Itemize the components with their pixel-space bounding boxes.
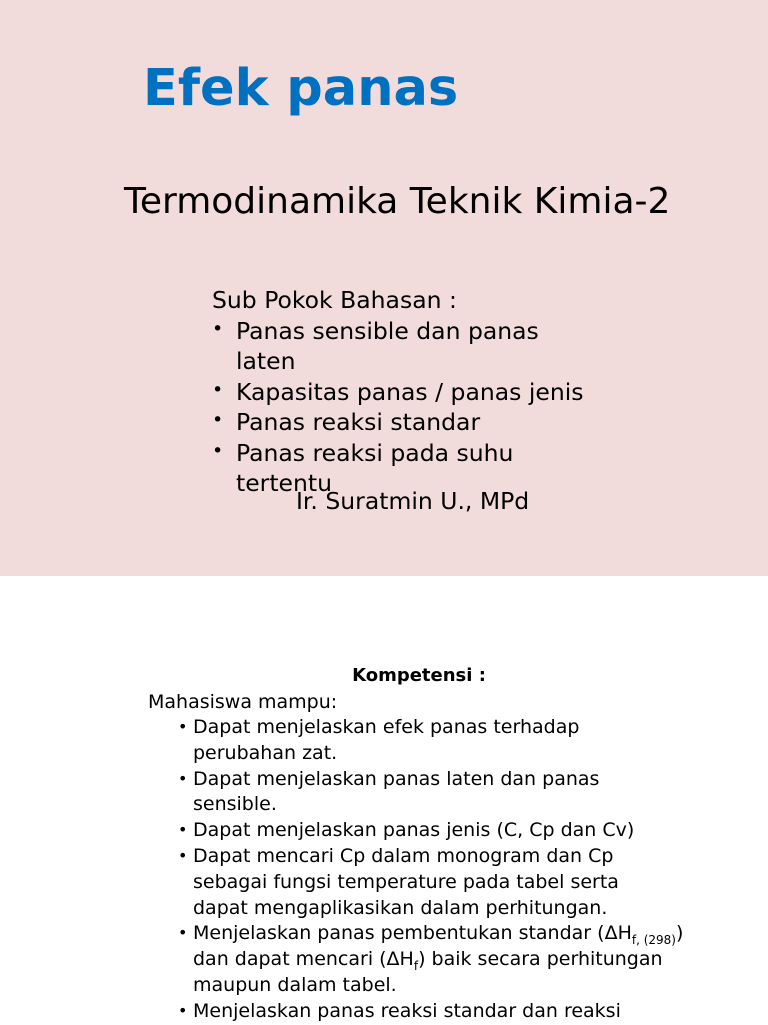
competency-text: Menjelaskan panas reaksi standar dan reaksi [193, 999, 621, 1022]
bullet-icon: • [212, 378, 224, 401]
competency-list [178, 715, 718, 1025]
list-item [178, 715, 633, 767]
competency-text: Dapat mencari Cp dalam monogram dan Cp sebagai fungsi temperature pada tabel serta dapat mengaplikasikan dalam perhitungan. [193, 844, 619, 919]
competency-text: Dapat menjelaskan panas jenis (C, Cp dan Cv) [193, 819, 635, 842]
subscript-f298: f, (298) [631, 933, 676, 948]
bullet-icon: • [178, 845, 188, 865]
bullet-icon: • [178, 820, 188, 840]
list-item [212, 407, 632, 438]
sub-topics-list [212, 316, 632, 499]
topic-text: Panas sensible dan panas laten [236, 316, 539, 375]
author-name: Ir. Suratmin U., MPd [296, 487, 530, 515]
list-item [212, 377, 632, 408]
sub-topics-heading: Sub Pokok Bahasan : [212, 286, 457, 314]
bullet-icon: • [212, 317, 224, 340]
list-item [178, 844, 673, 921]
bullet-icon: • [178, 923, 188, 943]
bullet-icon: • [178, 1000, 188, 1020]
subscript-f: f [413, 958, 419, 973]
competency-intro: Mahasiswa mampu: [148, 691, 338, 713]
list-item [212, 316, 576, 377]
competency-heading: Kompetensi : [352, 665, 486, 686]
bullet-icon: • [212, 439, 224, 462]
list-item [178, 921, 688, 998]
bullet-icon: • [212, 409, 224, 431]
slide-title: Efek panas [143, 59, 459, 118]
competency-text-mid: ) dan dapat mencari (ΔH [193, 922, 684, 971]
bullet-icon: • [178, 768, 188, 788]
sub-topics-box [212, 285, 632, 499]
topic-text: Kapasitas panas / panas jenis [236, 377, 584, 406]
bullet-icon: • [178, 717, 188, 736]
list-item [178, 818, 718, 844]
competency-text-pre: Menjelaskan panas pembentukan standar (ΔH [193, 922, 632, 945]
competency-slide [0, 576, 768, 1024]
topic-text: Panas reaksi standar [236, 408, 481, 436]
topic-text: Panas reaksi pada suhu tertentu [236, 438, 514, 497]
competency-text-post: ) baik secara perhitungan maupun dalam tabel. [193, 948, 663, 996]
slide-subtitle: Termodinamika Teknik Kimia-2 [124, 181, 671, 222]
list-item [178, 767, 653, 819]
competency-text: Dapat menjelaskan panas laten dan panas sensible. [193, 767, 600, 816]
competency-text: Dapat menjelaskan efek panas terhadap perubahan zat. [193, 716, 580, 764]
list-item [178, 999, 718, 1025]
